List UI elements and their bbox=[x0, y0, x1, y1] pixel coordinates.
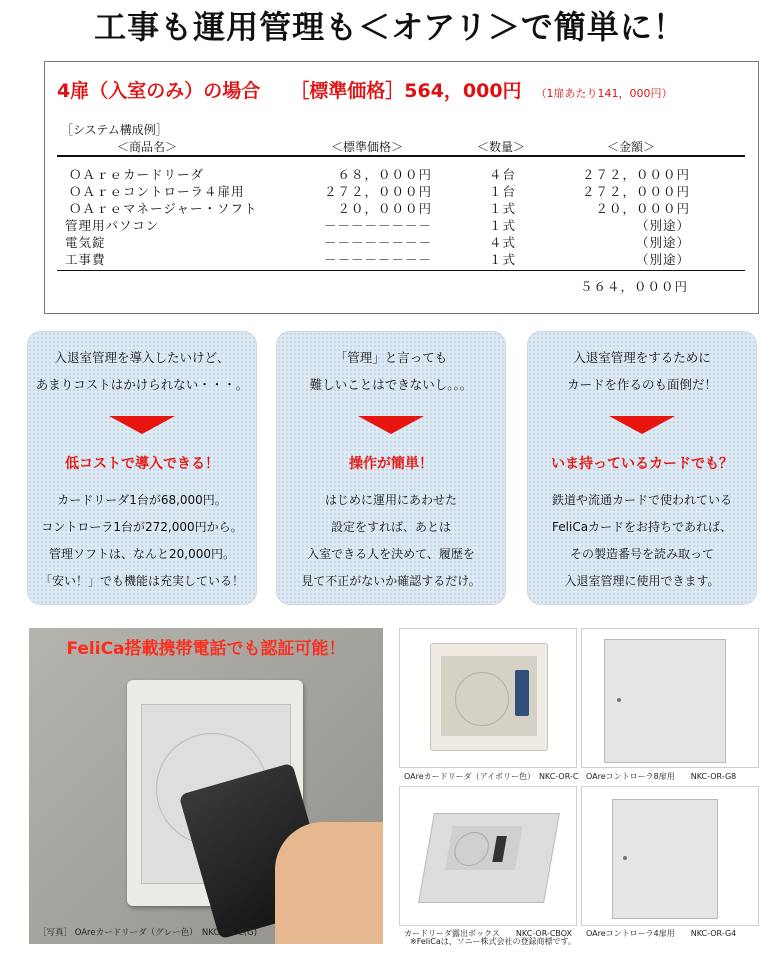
card-body-line: 見て不正がないか確認するだけ。 bbox=[301, 574, 481, 588]
card-intro bbox=[528, 344, 756, 398]
row-qty: ４式 bbox=[489, 235, 517, 250]
row-qty: １式 bbox=[489, 218, 517, 233]
total-divider bbox=[57, 270, 745, 271]
row-name: ＯＡｒｅカードリーダ bbox=[69, 167, 205, 182]
reader-panel bbox=[445, 826, 523, 870]
table-row bbox=[45, 233, 760, 250]
row-name: 管理用パソコン bbox=[65, 218, 160, 233]
controller-cabinet-image bbox=[604, 639, 726, 763]
row-name: 電気錠 bbox=[65, 235, 106, 250]
row-amount: （別途） bbox=[635, 252, 690, 267]
row-name: ＯＡｒｅコントローラ４扉用 bbox=[69, 184, 245, 199]
cabinet-knob-icon bbox=[617, 698, 621, 702]
card-body bbox=[28, 487, 256, 595]
header-product-name: ＜商品名＞ bbox=[117, 140, 178, 154]
card-body bbox=[528, 487, 756, 595]
reader-circle-mark bbox=[455, 672, 509, 726]
header-amount: ＜金額＞ bbox=[607, 140, 656, 154]
row-price: －－－－－－－－ bbox=[323, 235, 432, 250]
row-price: －－－－－－－－ bbox=[323, 218, 432, 233]
row-qty: １台 bbox=[489, 184, 517, 199]
table-row bbox=[45, 216, 760, 233]
product-caption: OAreコントローラ4扉用 NKC-OR-G4 bbox=[586, 929, 737, 938]
card-intro-line: 入退室管理をするために bbox=[573, 350, 711, 365]
price-title bbox=[57, 76, 673, 103]
down-arrow-icon bbox=[609, 416, 675, 434]
row-qty: ４台 bbox=[489, 167, 517, 182]
card-body-line: コントローラ1台が272,000円から。 bbox=[41, 520, 243, 534]
row-price: ２０，０００円 bbox=[337, 201, 432, 216]
cabinet-knob-icon bbox=[623, 856, 627, 860]
reader-led-icon bbox=[492, 836, 507, 862]
row-amount: （別途） bbox=[635, 218, 690, 233]
row-qty: １式 bbox=[489, 252, 517, 267]
card-intro-line: カードを作るのも面倒だ！ bbox=[566, 377, 717, 392]
row-name: 工事費 bbox=[65, 252, 106, 267]
price-table-box bbox=[44, 61, 759, 314]
card-body-line: はじめに運用にあわせた bbox=[324, 493, 457, 507]
header-standard-price: ＜標準価格＞ bbox=[331, 140, 404, 154]
table-row bbox=[45, 165, 760, 182]
reader-led-icon bbox=[515, 670, 529, 716]
product-caption: カードリーダ露出ボックス NKC-OR-CBOX bbox=[404, 929, 573, 938]
reader-box-image bbox=[418, 813, 560, 903]
card-intro-line: 入退室管理を導入したいけど、 bbox=[54, 350, 230, 365]
card-reader-photo bbox=[29, 628, 383, 944]
card-body bbox=[277, 487, 505, 595]
hand-image bbox=[275, 822, 383, 944]
product-caption: OAreカードリーダ（アイボリー色） NKC-OR-C bbox=[404, 772, 579, 781]
table-divider bbox=[57, 155, 745, 157]
photo-caption: ［写真］ OAreカードリーダ（グレー色） NKC-OR-C(G) bbox=[38, 928, 258, 938]
row-qty: １式 bbox=[489, 201, 517, 216]
card-body-line: 入室できる人を決めて、履歴を bbox=[307, 547, 475, 561]
system-example-label: ［システム構成例］ bbox=[61, 123, 168, 137]
controller-cabinet-image bbox=[612, 799, 718, 919]
row-amount: ２７２，０００円 bbox=[581, 184, 690, 199]
trademark-footnote: ※FeliCaは、ソニー株式会社の登録商標です。 bbox=[410, 937, 576, 946]
price-case-label: 4扉（入室のみ）の場合 bbox=[57, 80, 261, 102]
product-caption: OAreコントローラ8扉用 NKC-OR-G8 bbox=[586, 772, 737, 781]
card-headline: 低コストで導入できる！ bbox=[65, 456, 219, 472]
feature-card-easy-operation bbox=[276, 331, 506, 605]
page-headline: 工事も運用管理も＜オアリ＞で簡単に！ bbox=[94, 8, 686, 46]
card-body-line: 入退室管理に使用できます。 bbox=[564, 574, 720, 588]
card-body-line: その製造番号を読み取って bbox=[569, 547, 714, 561]
card-intro-line: あまりコストはかけられない・・・。 bbox=[35, 377, 249, 392]
product-reader-box bbox=[399, 786, 577, 926]
card-body-line: 鉄道や流通カードで使われている bbox=[551, 493, 732, 507]
row-amount: （別途） bbox=[635, 235, 690, 250]
table-row bbox=[45, 199, 760, 216]
feature-card-low-cost bbox=[27, 331, 257, 605]
photo-banner: FeliCa搭載携帯電話でも認証可能！ bbox=[66, 639, 346, 659]
per-door-price: （1扉あたり141，000円） bbox=[535, 87, 673, 100]
row-price: ２７２，０００円 bbox=[323, 184, 432, 199]
card-intro-line: 難しいことはできないし。。。 bbox=[309, 377, 473, 392]
down-arrow-icon bbox=[109, 416, 175, 434]
card-headline: 操作が簡単！ bbox=[349, 456, 433, 472]
product-controller-8 bbox=[581, 628, 759, 768]
product-controller-4 bbox=[581, 786, 759, 926]
table-row bbox=[45, 250, 760, 267]
card-intro-line: 「管理」と言っても bbox=[334, 350, 448, 365]
reader-panel bbox=[441, 656, 537, 736]
standard-price: ［標準価格］564，000円 bbox=[290, 80, 522, 102]
product-ivory-reader bbox=[399, 628, 577, 768]
card-intro bbox=[277, 344, 505, 398]
down-arrow-icon bbox=[358, 416, 424, 434]
card-headline: いま持っているカードでも？ bbox=[551, 456, 733, 472]
card-body-line: カードリーダ1台が68,000円。 bbox=[57, 493, 227, 507]
row-amount: ２７２，０００円 bbox=[581, 167, 690, 182]
card-intro bbox=[28, 344, 256, 398]
reader-circle-mark bbox=[452, 832, 492, 866]
row-amount: ２０，０００円 bbox=[595, 201, 690, 216]
header-quantity: ＜数量＞ bbox=[477, 140, 526, 154]
ivory-reader-image bbox=[430, 643, 548, 751]
feature-card-existing-card bbox=[527, 331, 757, 605]
row-name: ＯＡｒｅマネージャー・ソフト bbox=[69, 201, 258, 216]
total-amount: ５６４，０００円 bbox=[579, 279, 688, 294]
card-body-line: 管理ソフトは、なんと20,000円。 bbox=[49, 547, 235, 561]
card-body-line: 設定をすれば、あとは bbox=[330, 520, 451, 534]
row-price: ６８，０００円 bbox=[337, 167, 432, 182]
card-body-line: FeliCaカードをお持ちであれば、 bbox=[552, 520, 732, 534]
table-row bbox=[45, 182, 760, 199]
row-price: －－－－－－－－ bbox=[323, 252, 432, 267]
card-body-line: 「安い！」でも機能は充実している！ bbox=[39, 574, 244, 588]
